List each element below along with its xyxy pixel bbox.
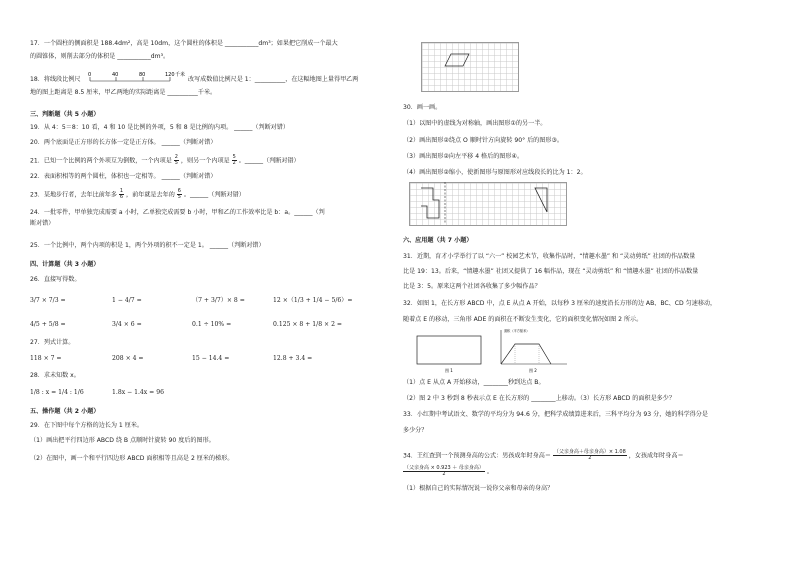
- question-18-prefix: 18．将线段比例尺: [30, 76, 81, 83]
- question-32-part-1: （1）点 E 从点 A 开始移动，________秒到达点 B。: [403, 379, 545, 386]
- boy-height-formula: $\frac{\text{（父亲身高＋母亲身高）× 1.08}}{2}$: [553, 449, 626, 461]
- question-32-part-2: （2）图 2 中 3 秒到 8 秒表示点 E 在长方形的 ________上移动。（3）长方形 ABCD 的面积是多少？: [403, 395, 675, 402]
- question-30-part-1: （1）以图中的虚线为对称轴，画出图形①的另一半。: [403, 120, 547, 127]
- question-24-line-1: 24．一批零件，甲单独完成需要 a 小时，乙单独完成需要 b 小时，甲和乙的工作效率比是 b：a。______（判: [30, 209, 325, 216]
- fraction-2-5: $\frac{2}{5}$: [174, 154, 178, 166]
- calc-2-4: 0.125 × 8 + 1/8 × 2 =: [273, 321, 342, 328]
- question-34-line-2: $\frac{\text{（父亲身高 × 0.923 ＋ 母亲身高）}}{2}$ 。: [404, 465, 493, 477]
- question-18-line-1: 改写成数值比例尺是 1：__________，在这幅地图上量得甲乙两: [188, 76, 359, 83]
- question-34-line-1: 34．王红查到一个预测身高的公式：男孩成年时身高＝ $\frac{\text{（父亲身高＋母亲身高）× 1.08}}{2}$ ，女孩成年时身高＝: [403, 449, 684, 461]
- question-27: 27．列式计算。: [30, 339, 75, 346]
- fraction-6-5: $\frac{6}{5}$: [177, 188, 181, 200]
- question-17-line-1: 17．一个圆柱的侧面积是 188.4dm²，高是 10dm，这个圆柱的体积是 ___________dm³；如果把它削成一个最大: [30, 40, 338, 47]
- calc-1-3: （7 + 3/7）× 8 =: [192, 297, 245, 304]
- question-24-line-2: 断对错）: [30, 220, 55, 227]
- question-19: 19．从 4：5＝8：10 看，4 和 10 是比例的外项，5 和 8 是比例的内项。 ______（判断对错）: [30, 124, 289, 131]
- calc-1-4: 12 ×（1/3 + 1/4 − 5/6）=: [273, 297, 353, 304]
- question-21: 21．已知一个比例的两个外项互为倒数，一个内项是 $\frac{2}{5}$ ，则另一个内项是 $\frac{5}{2}$ 。______（判断对错）: [30, 154, 300, 166]
- calc-3-4: 12.8 + 3.4 =: [273, 355, 313, 362]
- question-31-line-3: 比是 3：5。原来这两个社团各收集了多少幅作品？: [403, 283, 541, 290]
- section-4-heading: 四、计算题（共 3 小题）: [30, 261, 100, 268]
- figure-2-area-graph: [495, 326, 571, 374]
- scale-tick-80: 80: [139, 72, 146, 78]
- figure-1-label: 图 1: [445, 368, 453, 373]
- question-30-part-2: （2）画出图形②绕点 O 顺时针方向旋转 90° 后的图形③。: [403, 137, 564, 144]
- question-18-line-2: 地的图上距离是 8.5 厘米，甲乙两地的实际距离是 __________千米。: [30, 89, 217, 96]
- question-34-part-1: （1）根据自己的实际情况说一说你父亲和母亲的身高？: [403, 485, 554, 492]
- fraction-5-2: $\frac{5}{2}$: [232, 154, 236, 166]
- equation-2: 1.8x − 1.4x = 96: [112, 389, 164, 396]
- question-33-line-2: 多少分？: [403, 427, 428, 434]
- question-28: 28．求未知数 x。: [30, 372, 80, 379]
- scale-unit: 千米: [175, 72, 186, 78]
- parallelogram-abcd: [421, 42, 517, 90]
- question-32-line-2: 随着点 E 的移动，三角形 ADE 的面积在不断发生变化，它的面积变化情况如图 2 所示。: [403, 316, 643, 323]
- question-30-part-4: （4）画出图形②缩小，使新图形与原图形对应线段长的比为 1：2。: [403, 169, 587, 176]
- question-22: 22．表面积相等的两个圆柱，体积也一定相等。 ______（判断对错）: [30, 173, 217, 180]
- calc-3-3: 15 − 14.4 =: [192, 355, 230, 362]
- scale-tick-40: 40: [112, 72, 119, 78]
- section-3-heading: 三、判断题（共 5 小题）: [30, 111, 100, 118]
- calc-2-2: 3/4 × 6 =: [112, 321, 142, 328]
- question-29: 29．在下图中每个方格的边长为 1 厘米。: [30, 422, 144, 429]
- calc-1-2: 1 − 4/7 =: [112, 297, 142, 304]
- section-5-heading: 五、操作题（共 2 小题）: [30, 408, 100, 415]
- question-25: 25．一个比例中，两个内项的积是 1，两个外项的积不一定是 1。 ______（判断对错）: [30, 242, 265, 249]
- question-30-figures: [409, 182, 565, 224]
- question-32-line-1: 32．如图 1，在长方形 ABCD 中，点 E 从点 A 开始，以每秒 3 厘米的速度沿长方形的边 AB、BC、CD 匀速移动，: [403, 300, 717, 307]
- question-23: 23．某地步行者，去年比前年多 $\frac{1}{6}$ ，前年就是去年的 $\frac{6}{5}$ 。______（判断对错）: [30, 188, 245, 200]
- fraction-1-6: $\frac{1}{6}$: [119, 188, 124, 200]
- question-17-line-2: 的圆锥体，则削去部分的体积是 ___________dm³。: [30, 53, 170, 60]
- calc-3-2: 208 × 4 =: [112, 355, 144, 362]
- question-33-line-1: 33．小红期中考试语文、数学的平均分为 94.6 分，把科学成绩算进来后，三科平均分为 93 分，她的科学得分是: [403, 411, 708, 418]
- question-31-line-1: 31．近期，育才小学举行了以 “六一” 校园艺术节，收集作品时，“情趣水墨” 和 “灵动剪纸” 社团的作品数量: [403, 253, 696, 260]
- figure-1-rectangle: [411, 330, 487, 374]
- question-20: 20．两个底面是正方形的长方体一定是正方体。 ______（判断对错）: [30, 139, 217, 146]
- calc-1-1: 3/7 × 7/3 =: [30, 297, 66, 304]
- equation-1: 1/8 : x = 1/4 : 1/6: [30, 389, 84, 396]
- scale-bar: [86, 69, 186, 85]
- question-31-line-2: 比是 19：13。后来，“情趣水墨” 社团又提供了 16 幅作品，现在 “灵动剪纸” 和 “情趣水墨” 社团的作品数量: [403, 268, 699, 275]
- question-29-part-1: （1）画出把平行四边形 ABCD 绕 B 点顺时针旋转 90 度后的图形。: [30, 437, 215, 444]
- question-30-part-3: （3）画出图形②向左平移 4 格后的图形④。: [403, 153, 524, 160]
- figure-2-label: 图 2: [529, 368, 537, 373]
- question-29-part-2: （2）在图中，画一个和平行四边形 ABCD 面积相等且高是 2 厘米的梯形。: [30, 455, 234, 462]
- question-30: 30．画一画。: [403, 104, 442, 111]
- question-26: 26．直接写得数。: [30, 276, 81, 283]
- calc-3-1: 118 × 7 =: [30, 355, 62, 362]
- scale-tick-0: 0: [88, 72, 92, 78]
- section-6-heading: 六、应用题（共 7 小题）: [403, 237, 473, 244]
- scale-tick-120: 120: [165, 72, 175, 78]
- calc-2-3: 0.1 ÷ 10% =: [192, 321, 232, 328]
- calc-2-1: 4/5 + 5/8 =: [30, 321, 66, 328]
- girl-height-formula: $\frac{\text{（父亲身高 × 0.923 ＋ 母亲身高）}}{2}$: [404, 465, 484, 477]
- figure-2-axis-title: 面积（平方厘米）: [504, 329, 530, 333]
